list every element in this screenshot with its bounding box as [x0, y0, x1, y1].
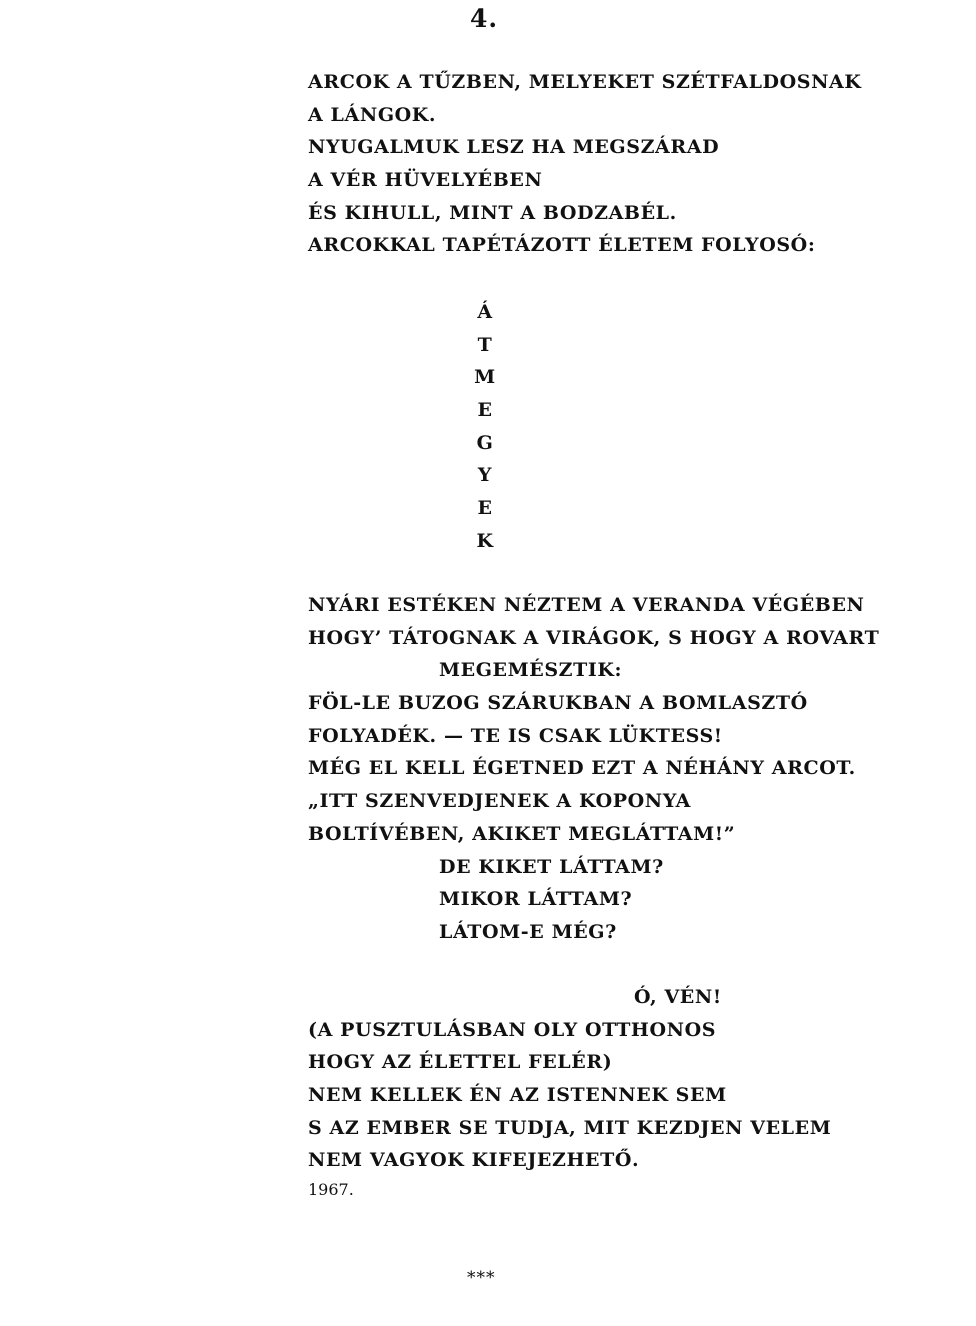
- poem-line: „ITT SZENVEDJENEK A KOPONYA: [308, 790, 692, 813]
- poem-line: MEGEMÉSZTIK:: [439, 659, 623, 682]
- vertical-word: [470, 296, 500, 558]
- poem-line: NEM KELLEK ÉN AZ ISTENNEK SEM: [308, 1084, 727, 1107]
- poem-line: Ó, VÉN!: [634, 986, 722, 1008]
- poem-line: (A PUSZTULÁSBAN OLY OTTHONOS: [308, 1018, 717, 1041]
- stanza-2: [308, 589, 879, 949]
- section-number: 4.: [470, 4, 499, 33]
- vertical-letter: E: [477, 497, 493, 520]
- poem-line: NYUGALMUK LESZ HA MEGSZÁRAD: [308, 136, 720, 159]
- vertical-letter: E: [477, 399, 493, 422]
- poem-line: FOLYADÉK. — TE IS CSAK LÜKTESS!: [308, 724, 723, 747]
- poem-line: NYÁRI ESTÉKEN NÉZTEM A VERANDA VÉGÉBEN: [308, 594, 865, 616]
- section-separator: ***: [467, 1268, 496, 1288]
- poem-line: ARCOKKAL TAPÉTÁZOTT ÉLETEM FOLYOSÓ:: [308, 234, 816, 257]
- poem-line: DE KIKET LÁTTAM?: [439, 855, 664, 878]
- poem-line: A VÉR HÜVELYÉBEN: [308, 169, 543, 192]
- poem-line: HOGY AZ ÉLETTEL FELÉR): [308, 1051, 613, 1074]
- poem-line: HOGY’ TÁTOGNAK A VIRÁGOK, S HOGY A ROVART: [308, 626, 880, 649]
- stanza-3: [308, 981, 831, 1177]
- poem-year: 1967.: [308, 1180, 354, 1199]
- vertical-letter: Á: [477, 301, 493, 323]
- poem-line: S AZ EMBER SE TUDJA, MIT KEZDJEN VELEM: [308, 1116, 832, 1139]
- vertical-letter: G: [476, 431, 494, 454]
- vertical-letter: M: [474, 366, 496, 389]
- poem-line: A LÁNGOK.: [308, 103, 437, 126]
- poem-line: BOLTÍVÉBEN, AKIKET MEGLÁTTAM!”: [308, 822, 736, 845]
- stanza-1: [308, 66, 862, 262]
- poem-line: ÉS KIHULL, MINT A BODZABÉL.: [308, 201, 677, 224]
- poem-line: MÉG EL KELL ÉGETNED EZT A NÉHÁNY ARCOT.: [308, 757, 856, 780]
- poem-line: ARCOK A TŰZBEN, MELYEKET SZÉTFALDOSNAK: [308, 71, 862, 93]
- poem-line: FÖL-LE BUZOG SZÁRUKBAN A BOMLASZTÓ: [308, 692, 808, 715]
- poem-line: NEM VAGYOK KIFEJEZHETŐ.: [308, 1149, 640, 1172]
- poem-line: MIKOR LÁTTAM?: [439, 888, 633, 911]
- poem-line: LÁTOM-E MÉG?: [439, 920, 617, 943]
- vertical-letter: K: [476, 529, 494, 552]
- vertical-letter: Y: [477, 464, 493, 487]
- vertical-letter: T: [477, 333, 493, 356]
